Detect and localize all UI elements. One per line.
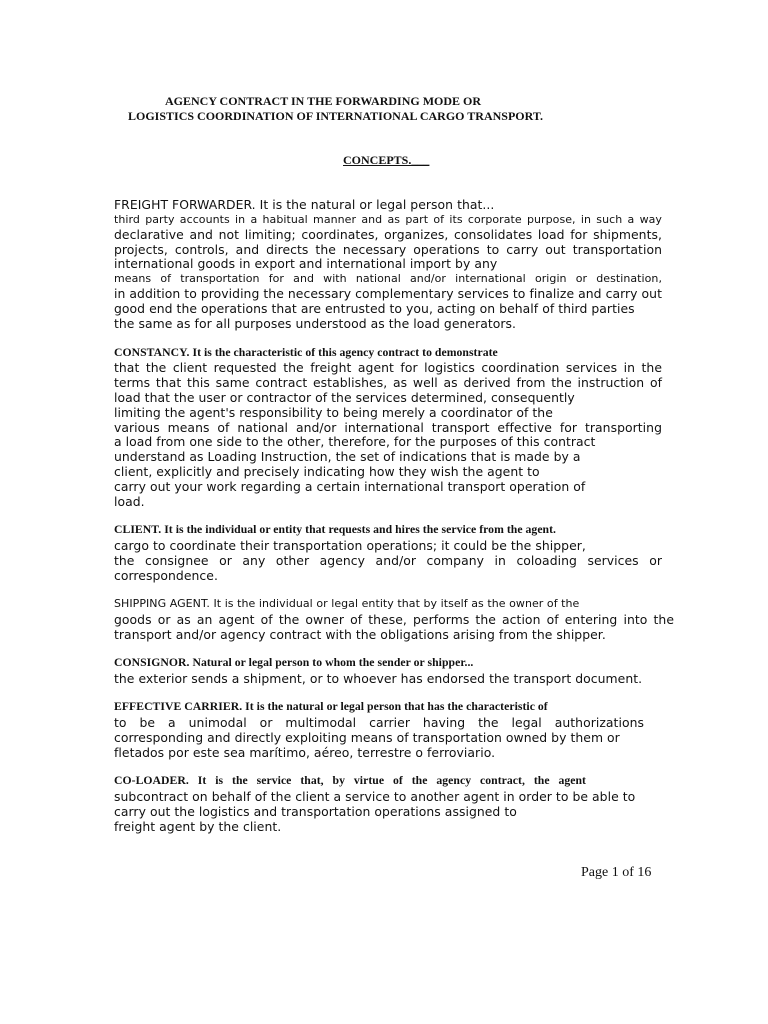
constancy-line: limiting the agent's responsibility to being merely a coordinator of the <box>114 405 553 420</box>
co-loader-line: subcontract on behalf of the client a service to another agent in order to be able to <box>114 789 636 804</box>
constancy-lead: CONSTANCY. It is the characteristic of this agency contract to demonstrate <box>114 346 498 359</box>
effective-carrier-line: to be a unimodal or multimodal carrier having the legal authorizations <box>114 715 644 730</box>
constancy-line: understand as Loading Instruction, the set of indications that is made by a <box>114 449 581 464</box>
shipping-agent-line: goods or as an agent of the owner of these, performs the action of entering into the <box>114 612 674 627</box>
client-line: cargo to coordinate their transportation operations; it could be the shipper, <box>114 538 586 553</box>
freight-forwarder-line: projects, controls, and directs the necessary operations to carry out transportation <box>114 242 662 257</box>
effective-carrier-line: corresponding and directly exploiting means of transportation owned by them or <box>114 730 620 745</box>
document-title-line-2: LOGISTICS COORDINATION OF INTERNATIONAL CARGO TRANSPORT. <box>128 109 543 123</box>
client-line: the consignee or any other agency and/or company in coloading services or <box>114 553 662 568</box>
document-title-line-1: AGENCY CONTRACT IN THE FORWARDING MODE OR <box>165 94 482 108</box>
freight-forwarder-line: declarative and not limiting; coordinates, organizes, consolidates load for shipments, <box>114 227 662 242</box>
constancy-line: various means of national and/or international transport effective for transporting <box>114 420 662 435</box>
constancy-line: a load from one side to the other, therefore, for the purposes of this contract <box>114 434 596 449</box>
shipping-agent-line: transport and/or agency contract with the obligations arising from the shipper. <box>114 627 606 642</box>
constancy-line: client, explicitly and precisely indicating how they wish the agent to <box>114 464 540 479</box>
constancy-line: load. <box>114 494 145 509</box>
co-loader-line: carry out the logistics and transportation operations assigned to <box>114 804 517 819</box>
effective-carrier-line: fletados por este sea marítimo, aéreo, terrestre o ferroviario. <box>114 745 496 760</box>
freight-forwarder-line: good end the operations that are entrusted to you, acting on behalf of third parties <box>114 301 635 316</box>
co-loader-line: freight agent by the client. <box>114 819 282 834</box>
freight-forwarder-lead: FREIGHT FORWARDER. It is the natural or legal person that... <box>114 197 495 212</box>
freight-forwarder-line: third party accounts in a habitual manner and as part of its corporate purpose, in such a way <box>114 213 662 226</box>
consignor-line: the exterior sends a shipment, or to whoever has endorsed the transport document. <box>114 671 643 686</box>
freight-forwarder-line: in addition to providing the necessary complementary services to finalize and carry out <box>114 286 662 301</box>
constancy-line: load that the user or contractor of the services determined, consequently <box>114 390 575 405</box>
consignor-lead: CONSIGNOR. Natural or legal person to whom the sender or shipper... <box>114 656 474 669</box>
page-number: Page 1 of 16 <box>581 865 652 880</box>
client-lead: CLIENT. It is the individual or entity that requests and hires the service from the agent. <box>114 523 557 536</box>
effective-carrier-lead: EFFECTIVE CARRIER. It is the natural or legal person that has the characteristic of <box>114 700 548 713</box>
constancy-line: terms that this same contract establishes, as well as derived from the instruction of <box>114 375 662 390</box>
constancy-line: carry out your work regarding a certain international transport operation of <box>114 479 586 494</box>
concepts-heading: CONCEPTS.___ <box>343 153 430 167</box>
shipping-agent-lead: SHIPPING AGENT. It is the individual or legal entity that by itself as the owner of the <box>114 597 580 610</box>
client-line: correspondence. <box>114 568 218 583</box>
freight-forwarder-line: the same as for all purposes understood as the load generators. <box>114 316 517 331</box>
co-loader-lead: CO-LOADER. It is the service that, by virtue of the agency contract, the agent <box>114 774 586 787</box>
freight-forwarder-line: means of transportation for and with national and/or international origin or destination, <box>114 272 662 285</box>
constancy-line: that the client requested the freight agent for logistics coordination services in the <box>114 360 662 375</box>
freight-forwarder-line: international goods in export and international import by any <box>114 256 498 271</box>
